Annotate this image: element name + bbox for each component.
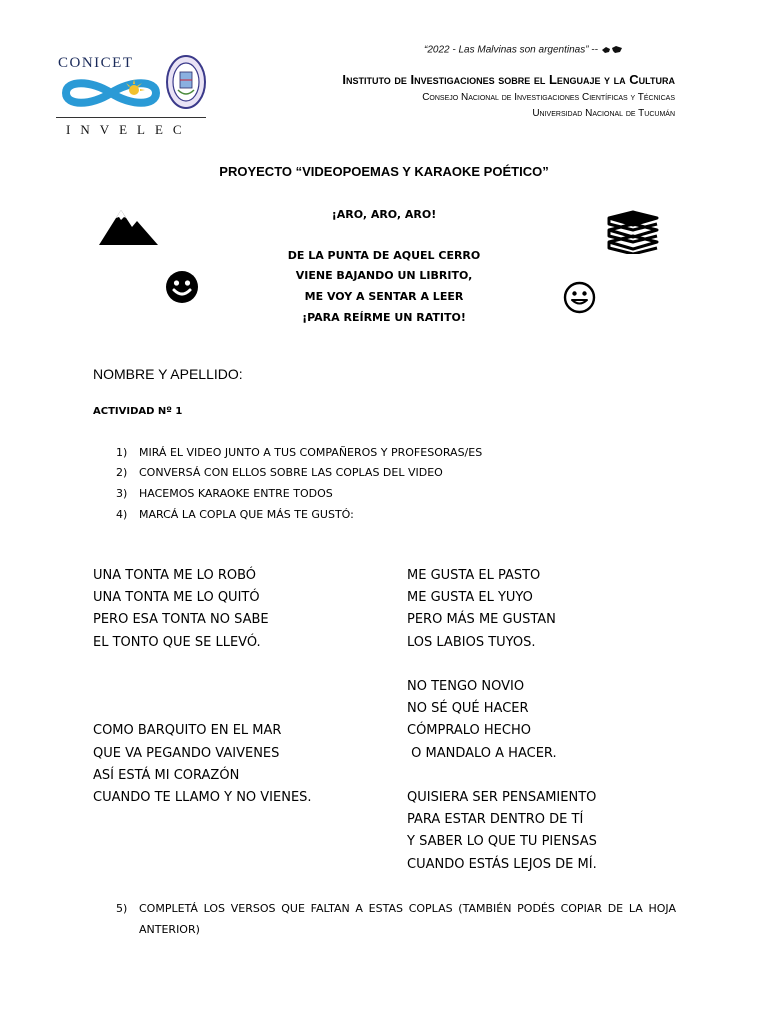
task-item bbox=[116, 466, 443, 479]
copla-right-1-line-4: LOS LABIOS TUYOS. bbox=[407, 635, 536, 650]
task-text: CONVERSÁ CON ELLOS SOBRE LAS COPLAS DEL VIDEO bbox=[139, 466, 443, 479]
copla-left-2-line-1: COMO BARQUITO EN EL MAR bbox=[93, 723, 282, 738]
books-icon bbox=[603, 202, 661, 254]
copla-right-2-line-3: CÓMPRALO HECHO bbox=[407, 723, 531, 738]
task-number: 5) bbox=[116, 902, 128, 915]
task-text: COMPLETÁ LOS VERSOS QUE FALTAN A ESTAS COPLAS (TAMBIÉN PODÉS COPIAR DE LA HOJA ANTERIOR) bbox=[139, 902, 676, 936]
copla-right-2-line-2: NO SÉ QUÉ HACER bbox=[407, 701, 529, 716]
task-item bbox=[116, 487, 333, 500]
smiley-filled-icon bbox=[165, 270, 199, 304]
slogan-text bbox=[424, 44, 623, 56]
university-name: Universidad Nacional de Tucumán bbox=[532, 108, 675, 119]
task-text: HACEMOS KARAOKE ENTRE TODOS bbox=[139, 487, 333, 500]
mountain-icon bbox=[99, 208, 159, 246]
copla-left-1-line-1: UNA TONTA ME LO ROBÓ bbox=[93, 568, 257, 583]
slogan-label: “2022 - Las Malvinas son argentinas” -- bbox=[424, 44, 598, 56]
copla-left-2-line-4: CUANDO TE LLAMO Y NO VIENES. bbox=[93, 790, 312, 805]
smiley-outline-icon bbox=[563, 281, 596, 314]
task-number: 1) bbox=[116, 446, 128, 459]
task-item bbox=[116, 898, 676, 940]
task-text: MIRÁ EL VIDEO JUNTO A TUS COMPAÑEROS Y PROFESORAS/ES bbox=[139, 446, 483, 459]
task-text: MARCÁ LA COPLA QUE MÁS TE GUSTÓ: bbox=[139, 508, 354, 521]
poem-line-1: ¡ARO, ARO, ARO! bbox=[331, 208, 437, 221]
copla-left-1-line-4: EL TONTO QUE SE LLEVÓ. bbox=[93, 635, 261, 650]
activity-title: ACTIVIDAD Nº 1 bbox=[93, 406, 183, 417]
copla-left-1-line-2: UNA TONTA ME LO QUITÓ bbox=[93, 590, 260, 605]
copla-right-1-line-1: ME GUSTA EL PASTO bbox=[407, 568, 541, 583]
infinity-logo-icon bbox=[56, 74, 166, 112]
copla-right-2-line-4: O MANDALO A HACER. bbox=[407, 746, 557, 761]
poem-line-3: VIENE BAJANDO UN LIBRITO, bbox=[295, 269, 473, 282]
malvinas-islands-icon bbox=[601, 44, 623, 56]
copla-right-3-line-1: QUISIERA SER PENSAMIENTO bbox=[407, 790, 597, 805]
poem-line-4: ME VOY A SENTAR A LEER bbox=[304, 290, 464, 303]
task-number: 3) bbox=[116, 487, 128, 500]
poem-line-2: DE LA PUNTA DE AQUEL CERRO bbox=[287, 249, 481, 262]
logo-divider bbox=[56, 117, 206, 118]
logo-invelec-text: INVELEC bbox=[66, 122, 192, 137]
task-number: 2) bbox=[116, 466, 128, 479]
council-name: Consejo Nacional de Investigaciones Científicas y Técnicas bbox=[422, 92, 675, 103]
copla-right-3-line-2: PARA ESTAR DENTRO DE TÍ bbox=[407, 812, 584, 827]
project-title: PROYECTO “VIDEOPOEMAS Y KARAOKE POÉTICO” bbox=[219, 164, 549, 179]
name-field-label: NOMBRE Y APELLIDO: bbox=[93, 366, 243, 382]
institute-name: Instituto de Investigaciones sobre el Lenguaje y la Cultura bbox=[342, 72, 675, 87]
logo-conicet-text: CONICET bbox=[58, 55, 134, 71]
copla-right-3-line-4: CUANDO ESTÁS LEJOS DE MÍ. bbox=[407, 857, 597, 872]
task-number: 4) bbox=[116, 508, 128, 521]
task-item bbox=[116, 446, 482, 459]
copla-right-2-line-1: NO TENGO NOVIO bbox=[407, 679, 525, 694]
copla-right-3-line-3: Y SABER LO QUE TU PIENSAS bbox=[407, 834, 597, 849]
university-seal-icon bbox=[164, 54, 208, 110]
poem-line-5: ¡PARA REÍRME UN RATITO! bbox=[302, 311, 466, 324]
copla-left-1-line-3: PERO ESA TONTA NO SABE bbox=[93, 612, 269, 627]
copla-right-1-line-2: ME GUSTA EL YUYO bbox=[407, 590, 533, 605]
copla-right-1-line-3: PERO MÁS ME GUSTAN bbox=[407, 612, 556, 627]
copla-left-2-line-2: QUE VA PEGANDO VAIVENES bbox=[93, 746, 280, 761]
copla-left-2-line-3: ASÍ ESTÁ MI CORAZÓN bbox=[93, 768, 240, 783]
conicet-invelec-logo bbox=[56, 52, 208, 138]
task-item bbox=[116, 508, 354, 521]
